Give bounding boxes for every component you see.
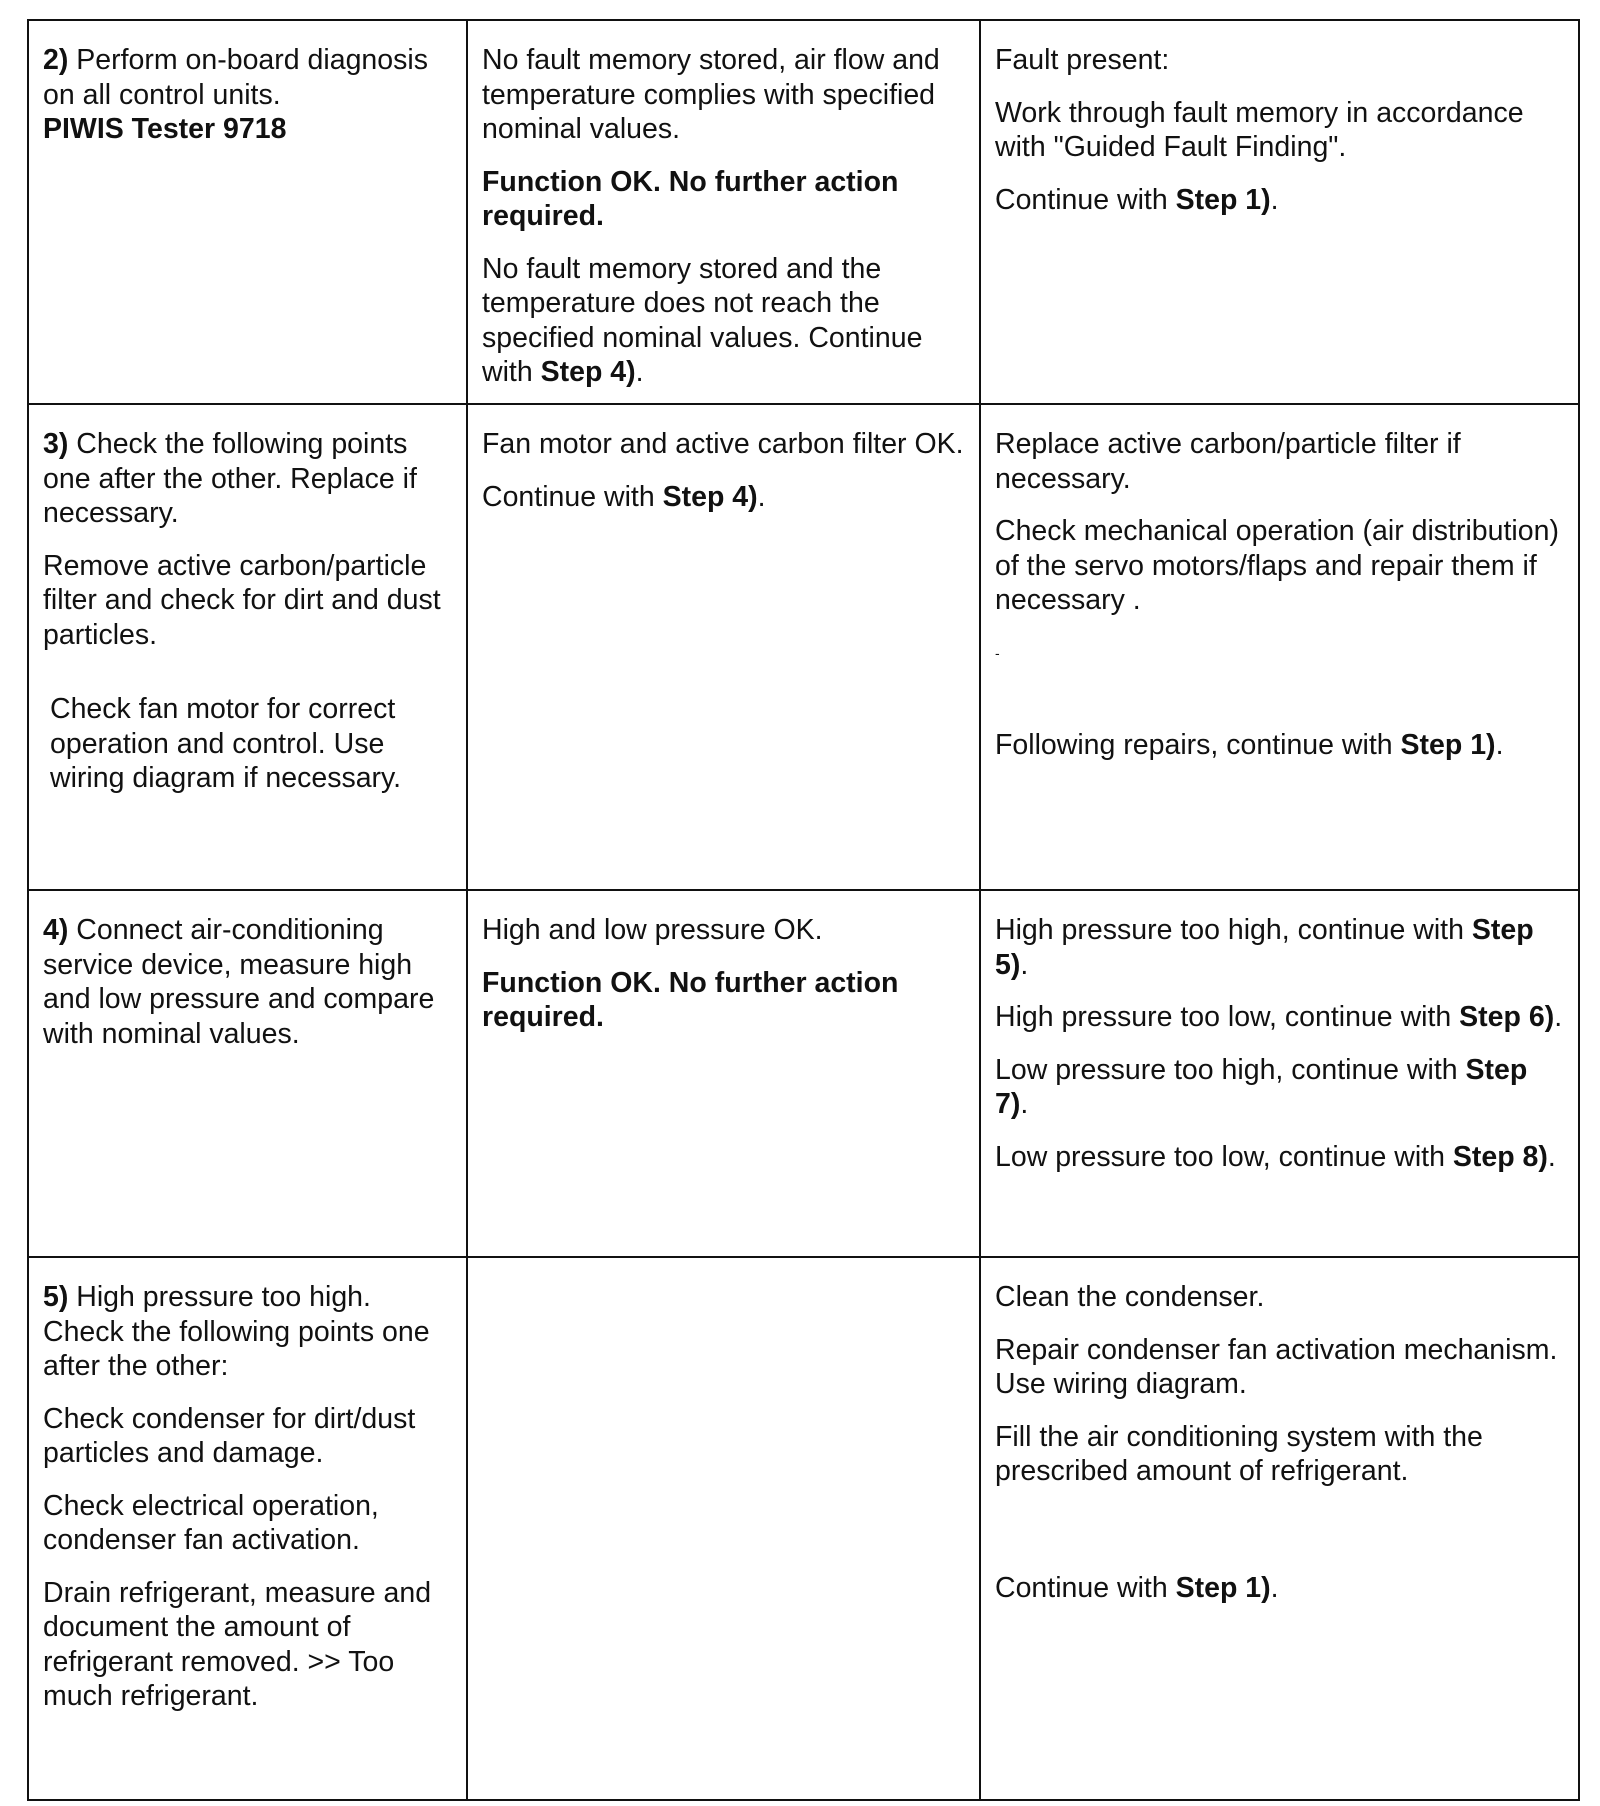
- tool-name: PIWIS Tester 9718: [43, 113, 287, 145]
- result-ok-cell: High and low pressure OK. Function OK. No further action required.: [467, 890, 980, 1257]
- step-cell: 4) Connect air-conditioning service device, measure high and low pressure and compare with nominal values.: [28, 890, 467, 1257]
- step-description: 2) Perform on-board diagnosis on all control units. PIWIS Tester 9718: [43, 44, 428, 145]
- table-row: [28, 1257, 1579, 1800]
- result-fault-cell: Clean the condenser. Repair condenser fan activation mechanism. Use wiring diagram. Fill the air conditioning system with the prescribed amount of refrigerant. Continue with Step 1).: [980, 1257, 1579, 1800]
- table-row: [28, 404, 1579, 890]
- result-fault-cell: Replace active carbon/particle filter if necessary. Check mechanical operation (air distribution) of the servo motors/flaps and repair them if necessary . - Following repairs, continue with Step 1).: [980, 404, 1579, 890]
- table-row: [28, 890, 1579, 1257]
- result-ok-cell: Fan motor and active carbon filter OK. Continue with Step 4).: [467, 404, 980, 890]
- step-cell: [28, 20, 467, 404]
- result-fault-cell: Fault present: Work through fault memory in accordance with "Guided Fault Finding". Continue with Step 1).: [980, 20, 1579, 404]
- step-cell: 3) Check the following points one after the other. Replace if necessary. Remove active carbon/particle filter and check for dirt and dust particles. Check fan motor for correct operation and control. Use wiring diagram if necessary.: [28, 404, 467, 890]
- diagnosis-table: [27, 19, 1580, 1801]
- step-cell: 5) High pressure too high. Check the following points one after the other: Check condenser for dirt/dust particles and damage. Check electrical operation, condenser fan activation. Drain refrigerant, measure and document the amount of refrigerant removed. >> Too much refrigerant.: [28, 1257, 467, 1800]
- result-ok-cell: [467, 1257, 980, 1800]
- result-ok-cell: No fault memory stored, air flow and temperature complies with specified nominal values. Function OK. No further action required. No fault memory stored and the temperature does not reach the specified nominal values. Continue with Step 4).: [467, 20, 980, 404]
- result-fault-cell: High pressure too high, continue with Step 5). High pressure too low, continue with Step 6). Low pressure too high, continue with Step 7). Low pressure too low, continue with Step 8).: [980, 890, 1579, 1257]
- table-row: [28, 20, 1579, 404]
